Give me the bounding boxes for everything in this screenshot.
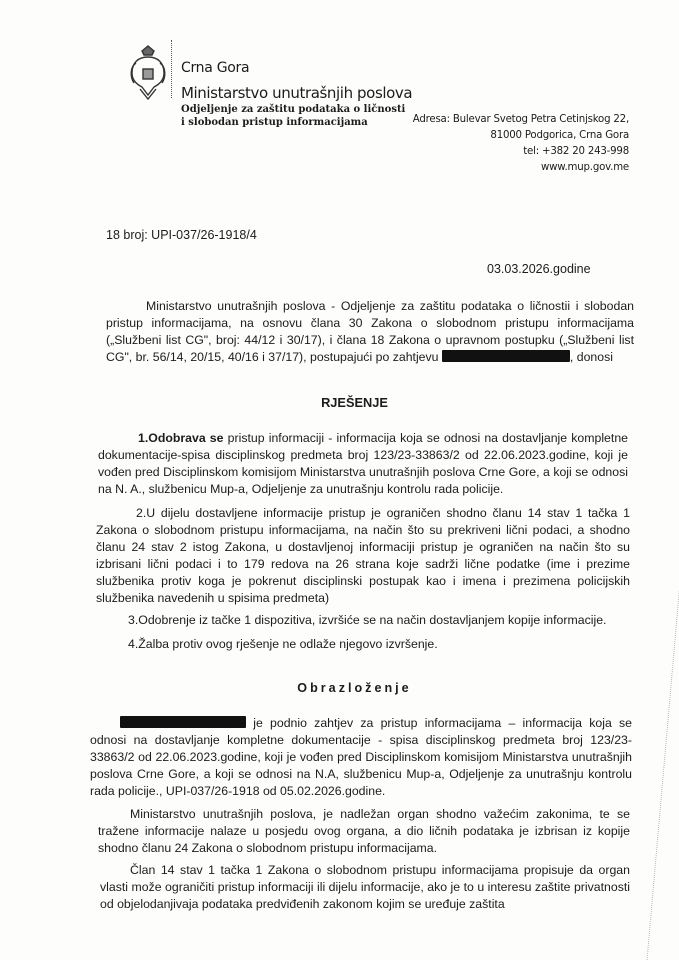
decision-item-3: 3.Odobrenje iz tačke 1 dispozitiva, izvršiće se na način dostavljanjem kopije informacije. (128, 613, 607, 627)
redaction-block (442, 350, 570, 362)
country-name: Crna Gora (181, 60, 250, 76)
decision-item-4: 4.Žalba protiv ovog rješenje ne odlaže njegovo izvršenje. (128, 637, 438, 651)
decision-item-1 (98, 430, 628, 498)
intro-text-end: , donosi (569, 350, 613, 364)
reasoning-paragraph-1 (90, 715, 632, 800)
website-link[interactable]: www.mup.gov.me (541, 162, 629, 173)
reference-number: 18 broj: UPI-037/26-1918/4 (106, 228, 257, 242)
ministry-name: Ministarstvo unutrašnjih poslova (181, 84, 413, 102)
decision-title: RJEŠENJE (321, 395, 388, 410)
decision-item-2-text: 2.U dijelu dostavljene informacije pristup je ograničen shodno članu 14 stav 1 tačka 1 Zakona o slobodnom pristupu informacijama, na način što su prekriveni lični podaci, a shodno članu 24 stav 2 istog Zakona, u dostavljenoj informaciji pristup je ograničen na način što su izbrisani lični podaci i to 179 redova na 26 strana koje sadrži lične podatke (ime i prezime službenika protiv koga je pokrenut disciplinski postupak kao i imena i prezimena policijskih službenika navedenih u spisima predmeta) (96, 506, 630, 605)
decision-item-1-text: pristup informaciji - informacija koja se odnosi na dostavljanje kompletne dokumentacije-spisa disciplinskog predmeta broj 123/23-33863/2 od 22.06.2023.godine, koji je vođen pred Disciplinskom komisijom Ministarstva unutrašnjih poslova Crne Gore, a koji se odnosi na N. A., službenicu Mup-a, Odjeljenje za unutrašnju kontrolu rada policije. (98, 431, 628, 496)
phone-number: tel: +382 20 243-998 (523, 146, 629, 157)
header-divider (171, 40, 173, 98)
reasoning-paragraph-3 (100, 862, 630, 913)
reasoning-title: Obrazloženje (297, 681, 412, 695)
scan-page-edge (647, 560, 679, 960)
department-line-1: Odjeljenje za zaštitu podataka o ličnosti (181, 104, 406, 115)
intro-text: Ministarstvo unutrašnjih poslova - Odjeljenje za zaštitu podataka o ličnostii i slobodan pristup informacijama, na osnovu člana 30 Zakona o slobodnom pristupu informacijama („Službeni list CG", broj: 44/12 i 30/17), i člana 18 Zakona o upravnom postupku („Službeni list CG", br. 56/14, 20/15, 40/16 i 37/17), postupajući po zahtjevu (106, 299, 634, 364)
address-street: Adresa: Bulevar Svetog Petra Cetinjskog 22, (412, 114, 629, 125)
redaction-block (120, 716, 246, 728)
reasoning-3-text: Član 14 stav 1 tačka 1 Zakona o slobodnom pristupu informacijama propisuje da organ vlasti može ograničiti pristup informaciji ili dijelu informacije, ako je to u interesu zaštite privatnosti od objelodanjivaja podataka predviđenih zakonom kojim se uređuje zaštita (100, 863, 630, 911)
address-city: 81000 Podgorica, Crna Gora (490, 130, 629, 141)
intro-paragraph (106, 298, 634, 366)
reasoning-2-text: Ministarstvo unutrašnjih poslova, je nadležan organ shodno važećim zakonima, te se tražene informacije nalaze u posjedu ovog organa, a dio ličnih podataka je izbrisan iz kopije shodno članu 24 Zakona o slobodnom pristupu informacijama. (98, 807, 630, 855)
decision-item-2 (96, 505, 630, 607)
department-line-2: i slobodan pristup informacijama (181, 117, 368, 128)
department-name (181, 103, 405, 129)
coat-of-arms-icon (128, 45, 168, 101)
document-date: 03.03.2026.godine (487, 262, 591, 276)
reasoning-paragraph-2 (98, 806, 630, 857)
decision-item-1-lead: 1.Odobrava se (138, 431, 224, 445)
reasoning-1-text: je podnio zahtjev za pristup informacijama – informacija koja se odnosi na dostavljanje kompletne dokumentacije - spisa disciplinskog predmeta broj 123/23-33863/2 od 22.06.2023.godine, koji je vođen pred Disciplinskom komisijom Ministarstva unutrašnjih poslova Crne Gore, a koji se odnosi na N.A, službenicu Mup-a, Odjeljenje za unutrašnju kontrolu rada policije., UPI-037/26-1918 od 05.02.2026.godine. (90, 716, 632, 798)
address-block (413, 112, 629, 176)
